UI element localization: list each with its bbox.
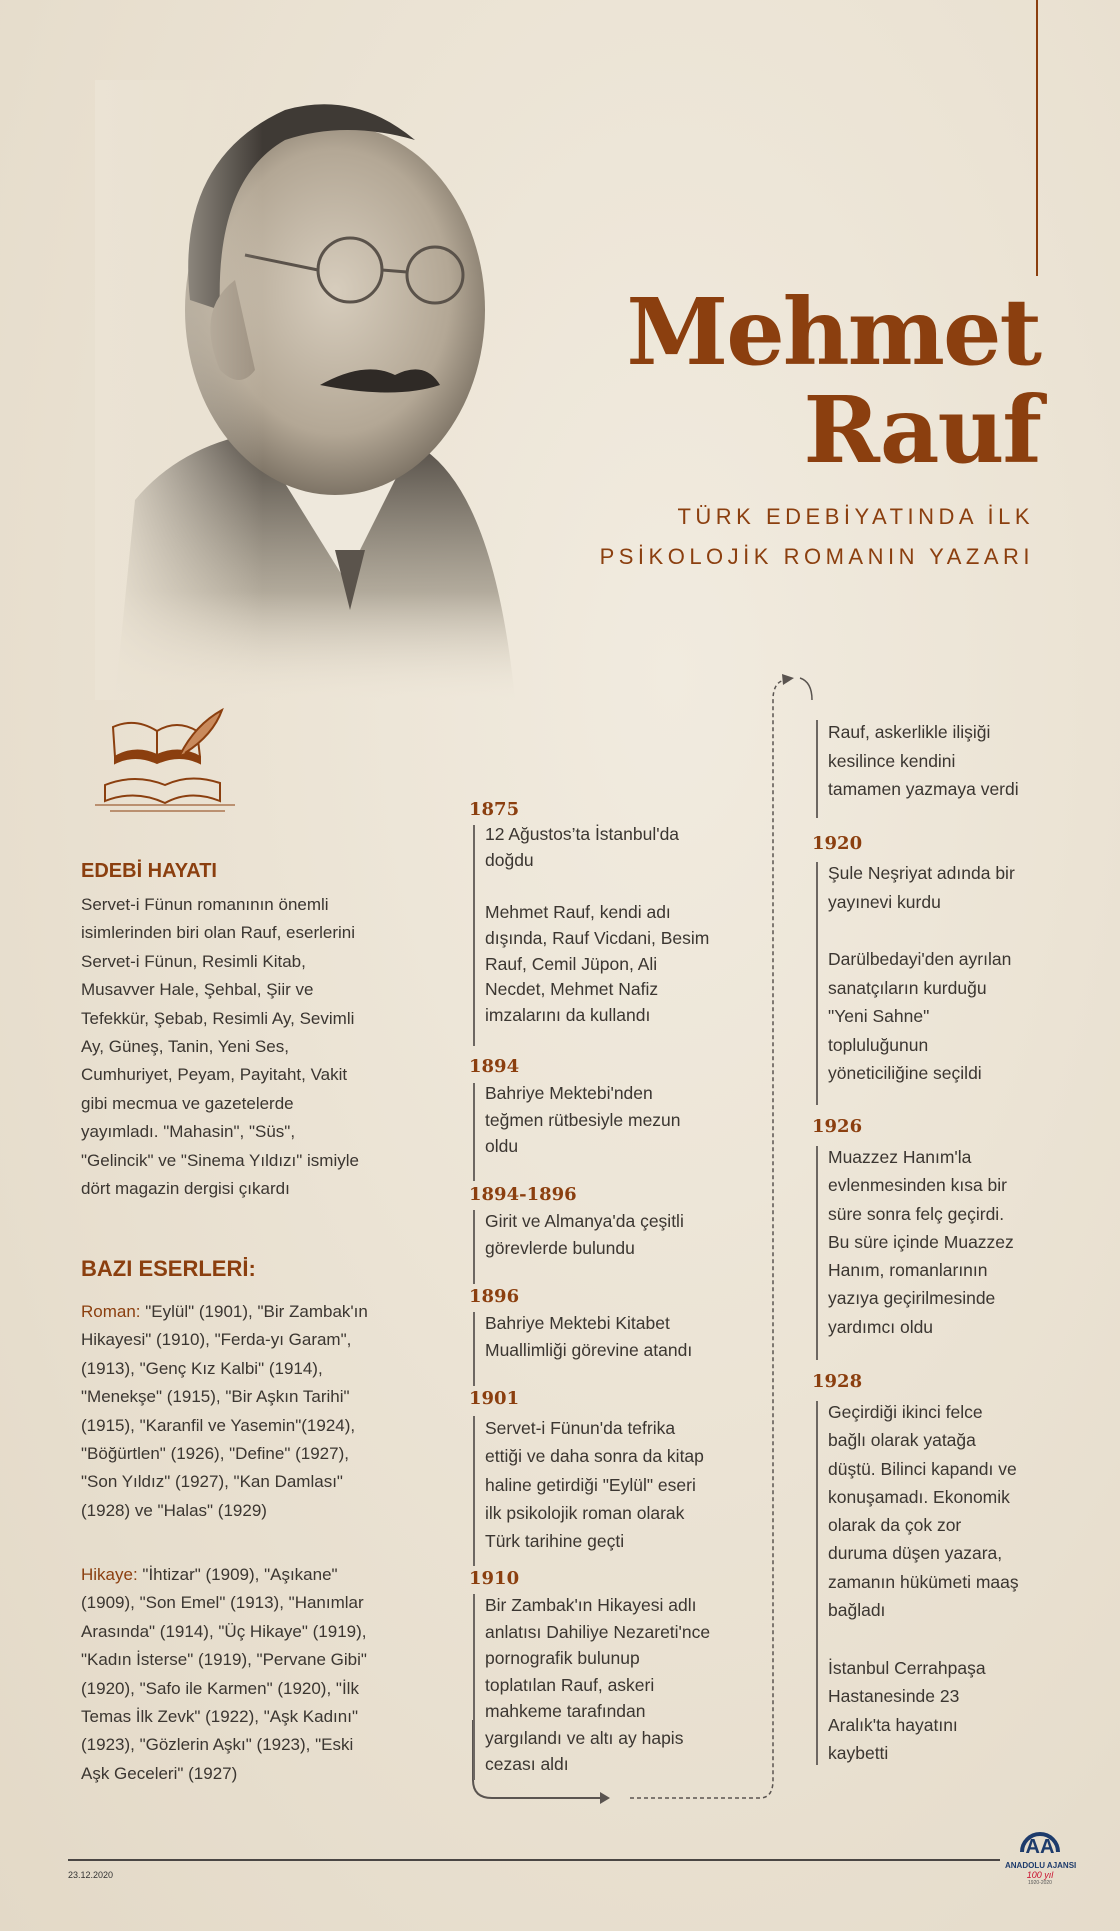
timeline-text: Mehmet Rauf, kendi adı dışında, Rauf Vicdani, Besim Rauf, Cemil Jüpon, Ali Necdet, Mehmet Nafiz imzalarını da kullandı [485, 902, 710, 1026]
subtitle-line-2: PSİKOLOJİK ROMANIN YAZARI [599, 544, 1034, 569]
footer-divider [68, 1859, 1000, 1861]
timeline-text: Rauf, askerlikle ilişiği kesilince kendini tamamen yazmaya verdi [828, 722, 1019, 799]
stories-text: "İhtizar" (1909), "Aşıkane" (1909), "Son Emel" (1913), "Hanımlar Arasında" (1914), "Üç Hikaye" (1919), "Kadın İsterse" (1919), "Pervane Gibi" (1920), "Safo ile Karmen" (1920), "İlk Temas İlk Zevk" (1922), "Aşk Kadını" (1923), "Gözlerin Aşkı" (1923), "Eski Aşk Geceleri" (1927) [81, 1565, 367, 1783]
page-title-first-name: Mehmet [626, 278, 1040, 386]
timeline-year: 1910 [469, 1568, 520, 1589]
novels-label: Roman: [81, 1302, 141, 1321]
subtitle-line-1: TÜRK EDEBİYATINDA İLK [677, 504, 1034, 529]
page-title-last-name: Rauf [803, 376, 1040, 484]
timeline-year: 1894 [469, 1056, 520, 1077]
timeline-bar [473, 1416, 475, 1566]
literary-life-heading: EDEBİ HAYATI [81, 860, 217, 882]
timeline-year: 1901 [469, 1388, 520, 1409]
timeline-bar [816, 862, 818, 1105]
logo-years: 1920-2020 [1028, 1880, 1052, 1886]
timeline-text: Bir Zambak'ın Hikayesi adlı anlatısı Dahiliye Nezareti'nce pornografik bulunup toplatılan Rauf, askeri mahkeme tarafından yargılandı ve altı ay hapis cezası aldı [485, 1595, 711, 1774]
timeline-text: Muazzez Hanım'la evlenmesinden kısa bir süre sonra felç geçirdi. Bu süre içinde Muazzez Hanım, romanlarının yazıya geçirilmesinde yardımcı oldu [828, 1147, 1014, 1337]
timeline-text: Girit ve Almanya'da çeşitli görevlerde bulundu [485, 1211, 684, 1258]
logo-name: ANADOLU AJANSI [1005, 1861, 1077, 1870]
timeline-year: 1896 [469, 1286, 520, 1307]
novels-list [81, 1298, 368, 1525]
books-quill-icon [95, 705, 240, 815]
works-heading: BAZI ESERLERİ: [81, 1256, 256, 1281]
timeline-bar [473, 1210, 475, 1284]
timeline-text: 12 Ağustos’ta İstanbul'da doğdu [485, 824, 680, 870]
timeline-year: 1926 [812, 1116, 863, 1137]
literary-life-text: Servet-i Fünun romanının önemli isimlerinden biri olan Rauf, eserlerini Servet-i Fünun, Resimli Kitab, Musavver Hale, Şehbal, Şiir ve Tefekkür, Şebab, Resimli Ay, Sevimli Ay, Güneş, Tanin, Yeni Ses, Cumhuriyet, Peyam, Payitaht, Vakit gibi mecmua ve gazetelerde yayımladı. "Mahasin", "Süs", "Gelincik" ve "Sinema Yıldızı" ismiyle dört magazin dergisi çıkardı [81, 895, 359, 1199]
portrait-photo [95, 80, 575, 700]
stories-label: Hikaye: [81, 1565, 138, 1584]
timeline-bar [473, 825, 475, 1046]
timeline-bar [473, 1312, 475, 1386]
timeline-year: 1920 [812, 833, 863, 854]
timeline-bar [816, 1146, 818, 1360]
timeline-bar [473, 1594, 475, 1780]
timeline-year: 1875 [469, 799, 520, 820]
timeline-text: Bahriye Mektebi Kitabet Muallimliği görevine atandı [485, 1313, 693, 1360]
stories-list [81, 1561, 367, 1788]
timeline-year: 1894-1896 [469, 1184, 577, 1205]
timeline-text: Servet-i Fünun'da tefrika ettiği ve daha sonra da kitap haline getirdiği "Eylül" eseri ilk psikolojik roman olarak Türk tarihine geçti [485, 1418, 704, 1552]
timeline-text: Darülbedayi'den ayrılan sanatçıların kurduğu "Yeni Sahne" topluluğunun yöneticiliğine seçildi [828, 949, 1012, 1083]
logo-anniversary: 100 yıl [1026, 1870, 1054, 1880]
anadolu-agency-logo [1005, 1822, 1075, 1886]
svg-text:AA: AA [1025, 1836, 1055, 1856]
timeline-year: 1928 [812, 1371, 863, 1392]
timeline-text: Geçirdiği ikinci felce bağlı olarak yatağa düştü. Bilinci kapandı ve konuşamadı. Ekonomik olarak da çok zor duruma düşen yazara, zamanın hükümeti maaş bağladı [828, 1402, 1019, 1621]
timeline-text: Şule Neşriyat adında bir yayınevi kurdu [828, 863, 1015, 912]
timeline-bar [816, 720, 818, 818]
accent-divider [1036, 0, 1038, 276]
timeline-bar [473, 1083, 475, 1181]
timeline-bar [816, 1401, 818, 1765]
timeline-text: İstanbul Cerrahpaşa Hastanesinde 23 Aralık'ta hayatını kaybetti [828, 1658, 986, 1763]
publish-date: 23.12.2020 [68, 1870, 114, 1880]
timeline-text: Bahriye Mektebi'nden teğmen rütbesiyle mezun oldu [485, 1083, 681, 1156]
aa-logo-icon [1018, 1822, 1062, 1856]
novels-text: "Eylül" (1901), "Bir Zambak'ın Hikayesi" (1910), "Ferda-yı Garam", (1913), "Genç Kız Kalbi" (1914), "Menekşe" (1915), "Bir Aşkın Tarihi" (1915), "Karanfil ve Yasemin"(1924), "Böğürtlen" (1926), "Define" (1927), "Son Yıldız" (1927), "Kan Damlası" (1928) ve "Halas" (1929) [81, 1302, 368, 1520]
